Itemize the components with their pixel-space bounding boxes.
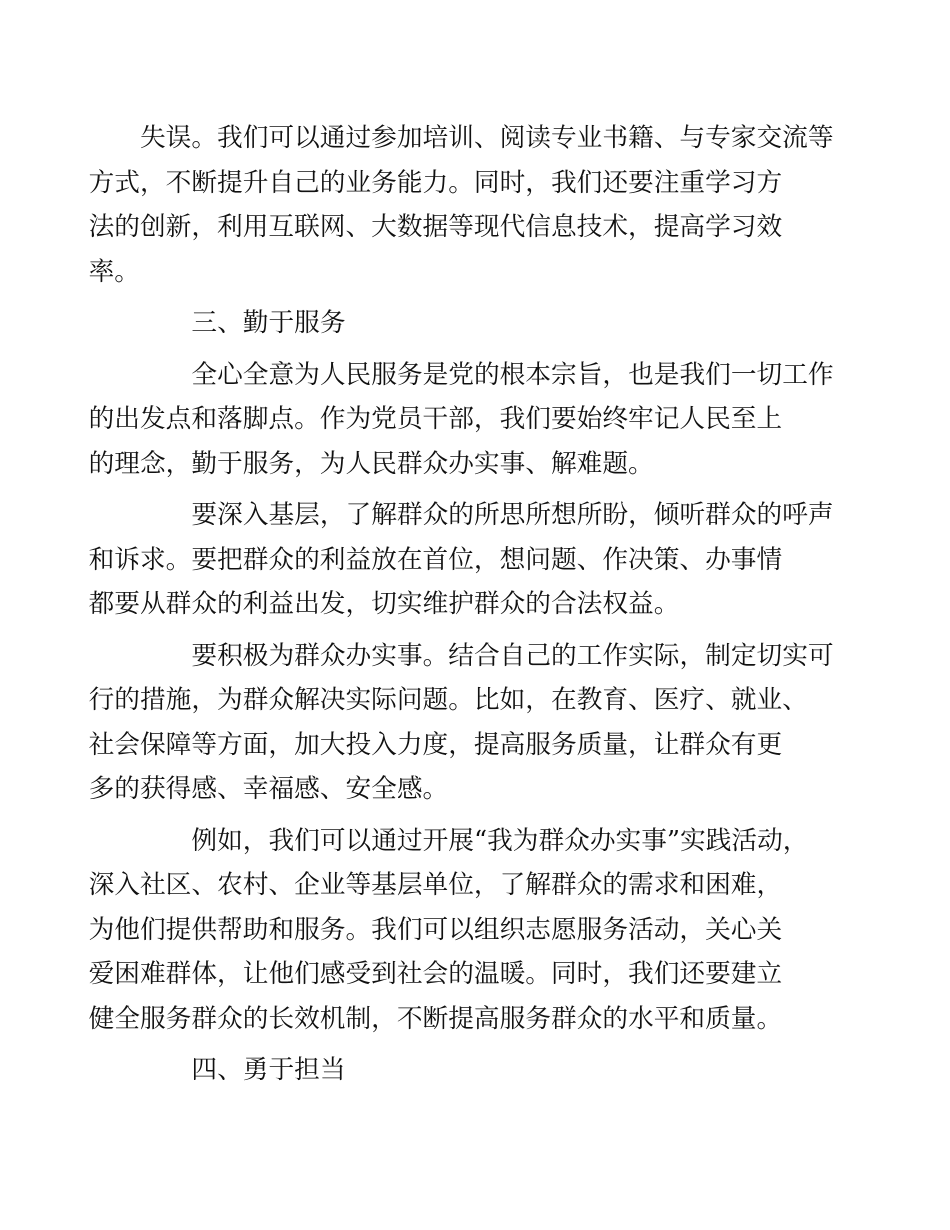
text-line: 健全服务群众的长效机制，不断提高服务群众的水平和质量。 — [88, 1003, 783, 1034]
section-heading-3: 三、勤于服务 — [191, 308, 346, 338]
text-line: 要积极为群众办实事。结合自己的工作实际，制定切实可 — [191, 640, 834, 671]
text-line: 的理念，勤于服务，为人民群众办实事、解难题。 — [88, 448, 654, 479]
text-line: 爱困难群体，让他们感受到社会的温暖。同时，我们还要建立 — [88, 959, 783, 989]
document-body — [88, 116, 834, 1100]
text-line: 的出发点和落脚点。作为党员干部，我们要始终牢记人民至上 — [88, 404, 783, 434]
text-line: 和诉求。要把群众的利益放在首位，想问题、作决策、办事情 — [88, 544, 783, 575]
paragraph-continued-learning — [88, 116, 834, 294]
text-line: 深入社区、农村、企业等基层单位，了解群众的需求和困难， — [88, 870, 783, 900]
text-line: 为他们提供帮助和服务。我们可以组织志愿服务活动，关心关 — [88, 914, 783, 945]
paragraph-grassroots — [88, 493, 834, 627]
text-line: 失误。我们可以通过参加培训、阅读专业书籍、与专家交流等 — [140, 123, 834, 153]
paragraph-practical-matters — [88, 634, 834, 812]
paragraph-serve-people — [88, 353, 834, 487]
text-line: 方式，不断提升自己的业务能力。同时，我们还要注重学习方 — [88, 167, 783, 198]
text-line: 全心全意为人民服务是党的根本宗旨，也是我们一切工作 — [191, 359, 834, 390]
text-line: 都要从群众的利益出发，切实维护群众的合法权益。 — [88, 589, 680, 619]
text-line: 行的措施，为群众解决实际问题。比如，在教育、医疗、就业、 — [88, 685, 808, 715]
text-line: 多的获得感、幸福感、安全感。 — [88, 774, 449, 804]
paragraph-example-activities — [88, 819, 810, 1042]
text-line: 例如，我们可以通过开展“我为群众办实事”实践活动， — [191, 825, 809, 856]
text-line: 法的创新，利用互联网、大数据等现代信息技术，提高学习效 — [88, 212, 783, 242]
text-line: 社会保障等方面，加大投入力度，提高服务质量，让群众有更 — [88, 729, 783, 760]
text-line: 率。 — [88, 256, 140, 287]
section-heading-4: 四、勇于担当 — [191, 1055, 346, 1085]
text-line: 要深入基层，了解群众的所思所想所盼，倾听群众的呼声 — [191, 500, 834, 530]
